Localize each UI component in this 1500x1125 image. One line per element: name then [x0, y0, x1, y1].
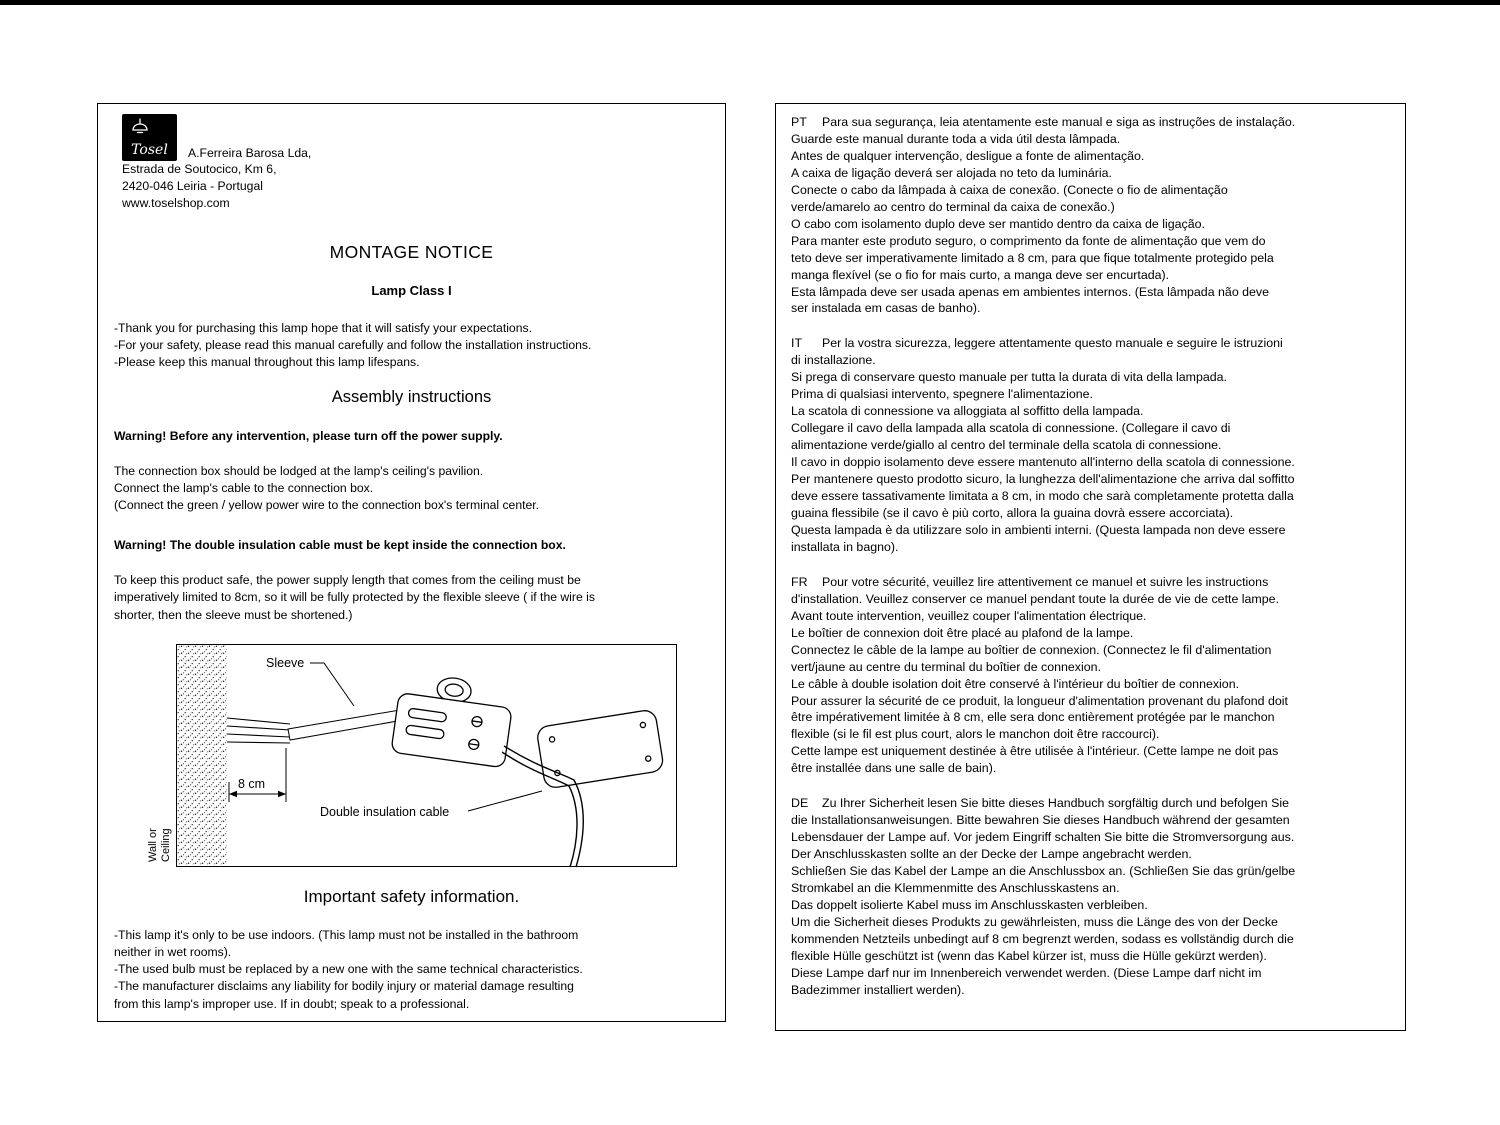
text-line: Pour votre sécurité, veuillez lire attentivement ce manuel et suivre les instructions: [822, 574, 1269, 589]
text-line: Connect the lamp's cable to the connection box.: [114, 480, 374, 495]
text-line: Per mantenere questo prodotto sicuro, la lunghezza dell'alimentazione che arriva dal soffitto: [791, 472, 1295, 487]
text-line: Guarde este manual durante toda a vida útil desta lâmpada.: [791, 131, 1121, 146]
text-line: installata in bagno).: [791, 539, 899, 554]
text-line: flexible Hülle geschützt ist (wenn das Kabel kürzer ist, muss die Hülle gekürzt werden).: [791, 948, 1267, 963]
text-line: deve essere tassativamente limitata a 8 cm, in modo che sarà completamente protetta dalla: [791, 489, 1294, 504]
text-line: Collegare il cavo della lampada alla scatola di connessione. (Collegare il cavo di: [791, 421, 1231, 436]
address-line: A.Ferreira Barosa Lda,: [188, 146, 312, 160]
text-line: di installazione.: [791, 353, 876, 368]
text-line: -Thank you for purchasing this lamp hope that it will satisfy your expectations.: [114, 321, 532, 335]
keep-safe-paragraph: [114, 572, 709, 624]
text-line: Um die Sicherheit dieses Produkts zu gewährleisten, muss die Länge des von der Decke: [791, 914, 1278, 929]
text-line: Il cavo in doppio isolamento deve essere mantenuto all'interno della scatola di connessione.: [791, 455, 1295, 470]
text-line: ser instalada em casas de banho).: [791, 301, 981, 316]
text-line: kommenden Netzteils unbedingt auf 8 cm begrenzt werden, sodass es vollständig durch die: [791, 931, 1294, 946]
warning-insulation-cable: Warning! The double insulation cable must be kept inside the connection box.: [114, 538, 566, 553]
text-line: Conecte o cabo da lâmpada à caixa de conexão. (Conecte o fio de alimentação: [791, 182, 1228, 197]
section-body: [791, 591, 1391, 777]
warning-power-supply: Warning! Before any intervention, please turn off the power supply.: [114, 428, 503, 443]
assembly-heading: Assembly instructions: [331, 387, 492, 406]
assembly-diagram-svg: [138, 644, 678, 868]
text-line: Pour assurer la sécurité de ce produit, la longueur d'alimentation provenant du plafond doit: [791, 693, 1288, 708]
text-line: A caixa de ligação deverá ser alojada no teto da luminária.: [791, 165, 1112, 180]
text-line: Le boîtier de connexion doit être placé au plafond de la lampe.: [791, 625, 1134, 640]
connection-paragraph: [114, 463, 709, 515]
tosel-logo: [122, 114, 177, 161]
text-line: La scatola di connessione va alloggiata al soffitto della lampada.: [791, 404, 1144, 419]
page-right: [775, 103, 1406, 1031]
scan-edge-strip: [0, 0, 1500, 5]
text-line: -For your safety, please read this manual carefully and follow the installation instructions.: [114, 338, 592, 353]
logo-wordmark: Tosel: [131, 142, 168, 158]
text-line: d'installation. Veuillez conserver ce manuel pendant toute la durée de vie de cette lampe.: [791, 591, 1279, 606]
address-line: Estrada de Soutocico, Km 6,: [122, 162, 277, 176]
text-line: imperatively limited to 8cm, so it will be fully protected by the flexible sleeve ( if the wire is: [114, 590, 595, 605]
text-line: Si prega di conservare questo manuale per tutta la durata di vita della lampada.: [791, 370, 1228, 385]
text-line: -The used bulb must be replaced by a new one with the same technical characteristics.: [114, 962, 583, 977]
language-code-fr: FR: [791, 574, 808, 589]
website-text: www.toselshop.com: [122, 196, 230, 210]
wall-hatch: [177, 645, 227, 866]
text-line: Der Anschlusskasten sollte an der Decke der Lampe angebracht werden.: [791, 847, 1192, 862]
text-line: (Connect the green / yellow power wire to the connection box's terminal center.: [114, 498, 540, 513]
text-line: -Please keep this manual throughout this lamp lifespans.: [114, 355, 420, 370]
page-left: [97, 103, 726, 1022]
text-line: -This lamp it's only to be use indoors. (This lamp must not be installed in the bathroom: [114, 927, 579, 942]
language-code-it: IT: [791, 336, 803, 351]
assembly-diagram: [138, 644, 709, 873]
section-first-line: [791, 574, 1391, 591]
text-line: Diese Lampe darf nur im Innenbereich verwendet werden. (Diese Lampe darf nicht im: [791, 965, 1262, 980]
safety-heading: Important safety information.: [303, 886, 520, 906]
text-line: être impérativement limitée à 8 cm, elle sera donc entièrement protégée par le manchon: [791, 710, 1275, 725]
safety-paragraph: [114, 927, 709, 1013]
section-first-line: [791, 335, 1391, 352]
page-title: MONTAGE NOTICE: [329, 242, 494, 262]
section-de: [791, 795, 1391, 998]
text-line: être installée dans une salle de bain).: [791, 761, 997, 776]
text-line: verde/amarelo ao centro do terminal da caixa de conexão.): [791, 199, 1115, 214]
text-line: The connection box should be lodged at the lamp's ceiling's pavilion.: [114, 463, 484, 478]
text-line: from this lamp's improper use. If in doubt; speak to a professional.: [114, 996, 470, 1011]
language-code-de: DE: [791, 796, 809, 811]
text-line: teto deve ser imperativamente limitado a 8 cm, para que fique totalmente protegido pela: [791, 250, 1274, 265]
text-line: Lebensdauer der Lampe auf. Vor jedem Eingriff schalten Sie bitte die Stromversorgung aus.: [791, 830, 1295, 845]
text-line: Schließen Sie das Kabel der Lampe an die Anschlussbox an. (Schließen Sie das grün/gelbe: [791, 864, 1296, 879]
text-line: Zu Ihrer Sicherheit lesen Sie bitte dieses Handbuch sorgfältig durch und befolgen Sie: [822, 796, 1289, 811]
text-line: To keep this product safe, the power supply length that comes from the ceiling must be: [114, 573, 581, 588]
address-line: 2420-046 Leiria - Portugal: [122, 179, 263, 193]
text-line: Questa lampada è da utilizzare solo in ambienti interni. (Questa lampada non deve essere: [791, 522, 1286, 537]
section-body: [791, 131, 1391, 317]
text-line: die Installationsanweisungen. Bitte bewahren Sie dieses Handbuch während der gesamten: [791, 813, 1290, 828]
text-line: Para sua segurança, leia atentamente este manual e siga as instruções de instalação.: [822, 115, 1296, 129]
text-line: Badezimmer installiert werden).: [791, 982, 965, 997]
language-code-pt: PT: [791, 115, 807, 129]
text-line: flexible (si le fil est plus court, alors le manchon doit être raccourci).: [791, 727, 1160, 742]
section-pt: [791, 114, 1391, 317]
section-body: [791, 812, 1391, 998]
cable-label: Double insulation cable: [320, 804, 450, 819]
text-line: Connectez le câble de la lampe au boîtier de connexion. (Connectez le fil d'alimentation: [791, 642, 1272, 657]
text-line: Stromkabel an die Klemmenmitte des Anschlusskastens an.: [791, 881, 1120, 896]
intro-paragraph: [114, 320, 709, 372]
text-line: manga flexível (se o fio for mais curto, a manga deve ser encurtada).: [791, 267, 1170, 282]
text-line: O cabo com isolamento duplo deve ser mantido dentro da caixa de ligação.: [791, 216, 1205, 231]
wall-ceiling-label: Ceiling: [160, 828, 172, 862]
section-first-line: [791, 795, 1391, 812]
text-line: vert/jaune au centre du terminal du boîtier de connexion.: [791, 659, 1101, 674]
text-line: Esta lâmpada deve ser usada apenas em ambientes internos. (Esta lâmpada não deve: [791, 284, 1270, 299]
text-line: Das doppelt isolierte Kabel muss im Anschlusskasten verbleiben.: [791, 897, 1148, 912]
text-line: Avant toute intervention, veuillez couper l'alimentation électrique.: [791, 608, 1147, 623]
text-line: alimentazione verde/giallo al centro del terminale della scatola di connessione.: [791, 438, 1222, 453]
text-line: -The manufacturer disclaims any liability for bodily injury or material damage resulting: [114, 979, 574, 994]
text-line: Cette lampe est uniquement destinée à être utilisée à l'intérieur. (Cette lampe ne doit pas: [791, 744, 1279, 759]
text-line: Per la vostra sicurezza, leggere attentamente questo manuale e seguire le istruzioni: [822, 336, 1283, 351]
text-line: Prima di qualsiasi intervento, spegnere l'alimentazione.: [791, 387, 1093, 402]
text-line: Para manter este produto seguro, o comprimento da fonte de alimentação que vem do: [791, 233, 1266, 248]
text-line: Antes de qualquer intervenção, desligue a fonte de alimentação.: [791, 148, 1145, 163]
text-line: guaina flessibile (se il cavo è più corto, allora la guaina dovrà essere accorciata).: [791, 505, 1234, 520]
text-line: shorter, then the sleeve must be shortened.): [114, 607, 353, 622]
wall-ceiling-label: Wall or: [147, 828, 159, 862]
section-body: [791, 352, 1391, 555]
lamp-icon: [129, 118, 151, 138]
lamp-class-subtitle: Lamp Class I: [371, 283, 452, 298]
text-line: neither in wet rooms).: [114, 945, 232, 960]
sleeve-label: Sleeve: [266, 655, 305, 670]
section-fr: [791, 574, 1391, 777]
letterhead: [122, 114, 709, 161]
section-it: [791, 335, 1391, 555]
section-first-line: [791, 114, 1391, 131]
dim-8cm-label: 8 cm: [238, 776, 266, 791]
text-line: Le câble à double isolation doit être conservé à l'intérieur du boîtier de connexion.: [791, 676, 1240, 691]
